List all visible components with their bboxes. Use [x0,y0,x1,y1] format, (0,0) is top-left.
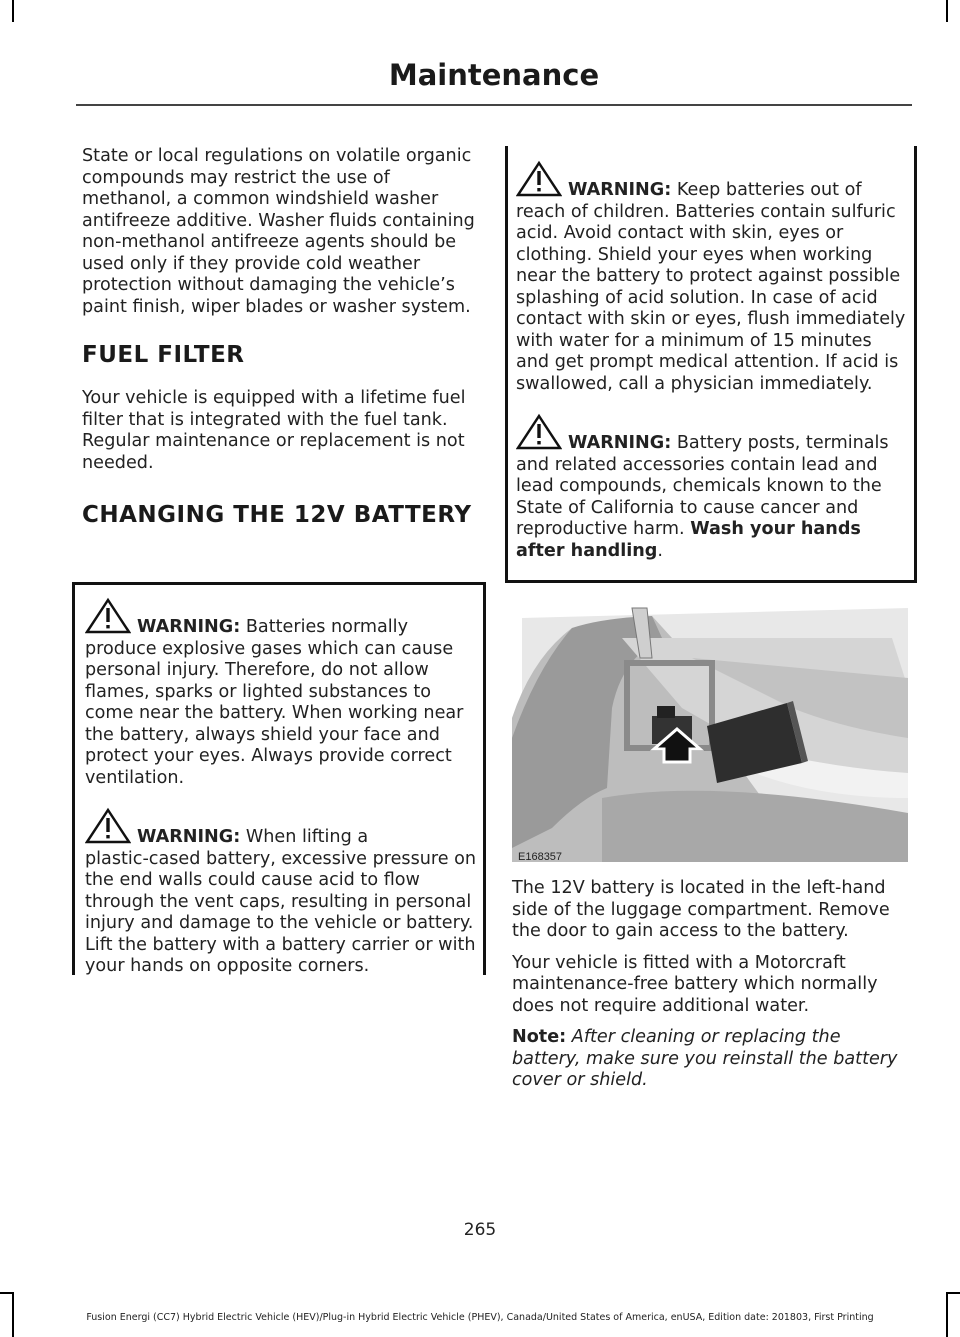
crop-mark-bottom-right [946,1292,960,1294]
warning-text: produce explosive gases which can cause personal injury. Therefore, do not allow flames, sparks or lighted substances to come near the battery. When working near the battery, always shield your face and protect your eyes. Always provide correct ventilation. [85,638,464,788]
warning-lifting-battery [85,807,477,978]
right-column-text [512,878,912,1092]
crop-mark-bottom-left-v [12,1292,14,1337]
warning-text-first: When lifting a [240,827,369,847]
figure-id: E168357 [518,851,563,862]
warning-triangle-icon [516,160,562,198]
warning-end: . [657,540,663,561]
right-warning-box [505,146,917,583]
warning-text: plastic-cased battery, excessive pressure on the end walls could cause acid to flow through the vent caps, resulting in personal injury and damage to the vehicle or battery. Lift the battery with a battery carrier or with your hands on opposite corners. [85,848,477,976]
fuel-filter-paragraph: Your vehicle is equipped with a lifetime fuel filter that is integrated with the fuel tank. Regular maintenance or replacement is not needed. [82,388,466,473]
warning-triangle-icon [85,597,131,635]
warning-triangle-icon [516,413,562,451]
warning-text: and related accessories contain lead and lead compounds, chemicals known to the State of California to cause cancer and reproductive harm. [516,454,882,539]
battery-location-illustration [512,598,908,862]
note-text: After cleaning or replacing the battery, make sure you reinstall the battery cover or shield. [512,1027,898,1090]
crop-mark-bottom-right-v [946,1292,948,1337]
warning-label: WARNING: [137,827,241,847]
warning-label: WARNING: [568,180,672,200]
left-column [82,146,480,528]
warning-label: WARNING: [137,617,241,637]
warning-text-first: Keep batteries out of [671,180,862,200]
note-label: Note: [512,1027,567,1047]
header-divider [76,104,912,106]
warning-keep-away-children [516,160,908,395]
note-paragraph [512,1027,912,1092]
footer-edition-text: Fusion Energi (CC7) Hybrid Electric Vehicle (HEV)/Plug-in Hybrid Electric Vehicle (PHEV), Canada/United States of America, enUSA, Edition date: 201803, First Printing [86,1312,874,1323]
page-number: 265 [463,1220,497,1240]
left-warning-box [72,582,486,975]
warning-emphasis: Wash your hands after handling [516,519,861,561]
battery-heading: CHANGING THE 12V BATTERY [82,502,472,528]
page-title: Maintenance [388,58,600,92]
crop-mark-top-left-v [12,0,14,22]
warning-text: reach of children. Batteries contain sulfuric acid. Avoid contact with skin, eyes or clothing. Shield your eyes when working near the battery to protect against possible splashing of acid solution. In case of acid contact with skin or eyes, flush immediately with water for a minimum of 15 minutes and get prompt medical attention. If acid is swallowed, call a physician immediately. [516,201,906,394]
motorcraft-paragraph: Your vehicle is fitted with a Motorcraft maintenance-free battery which normally does not require additional water. [512,952,878,1016]
warning-label: WARNING: [568,433,672,453]
fuel-filter-heading: FUEL FILTER [82,342,245,368]
warning-text-first: Battery posts, terminals [671,433,889,453]
crop-mark-top-right-v [946,0,948,22]
washer-fluid-paragraph: State or local regulations on volatile organic compounds may restrict the use of methanol, a common windshield washer antifreeze additive. Washer fluids containing non-methanol antifreeze agents should be used only if they provide cold weather protection without damaging the vehicle’s paint finish, wiper blades or washer system. [82,146,475,317]
warning-explosive-gases [85,597,477,789]
warning-text-first: Batteries normally [240,617,408,637]
battery-location-paragraph: The 12V battery is located in the left-hand side of the luggage compartment. Remove the door to gain access to the battery. [512,878,890,941]
warning-triangle-icon [85,807,131,845]
warning-lead-compounds [516,413,908,562]
